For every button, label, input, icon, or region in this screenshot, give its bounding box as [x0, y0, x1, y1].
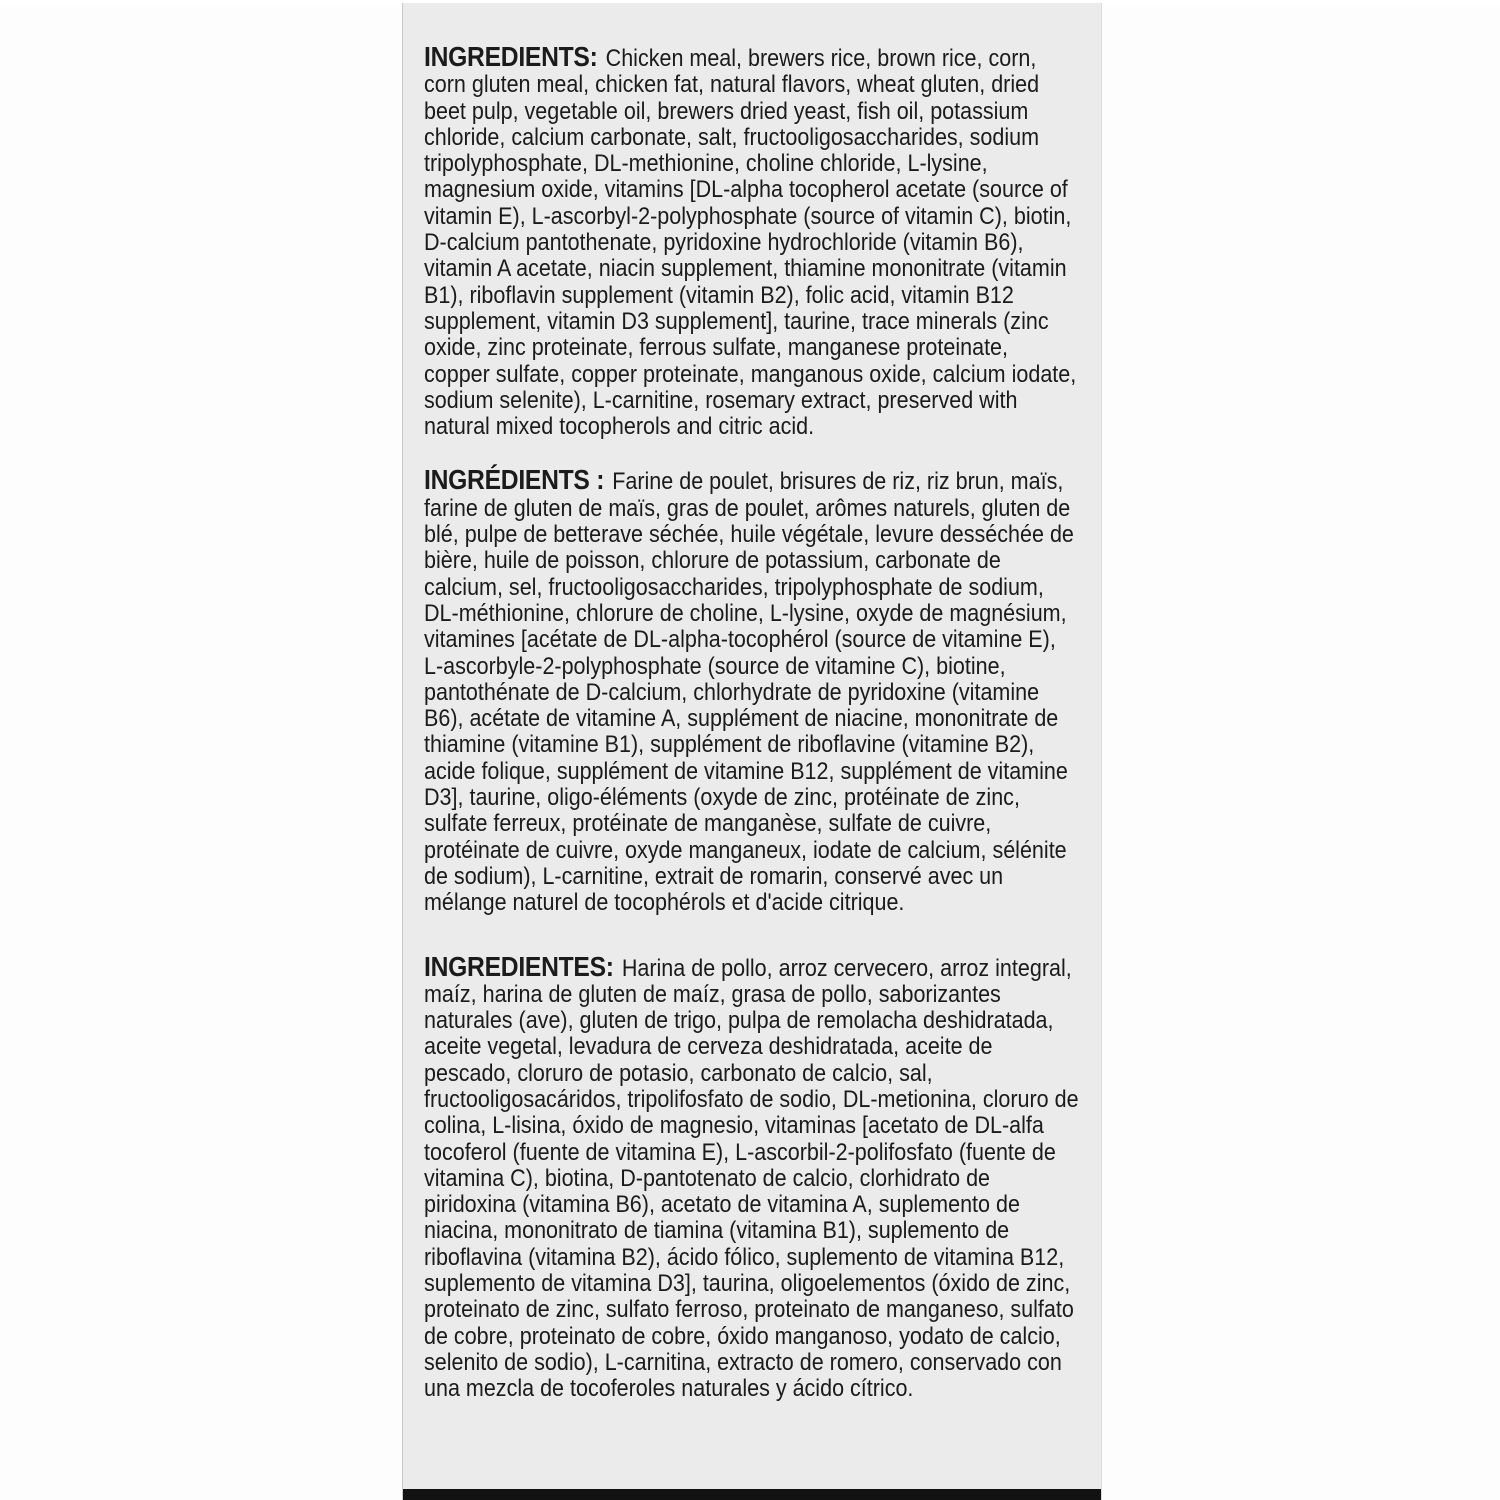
- ingredients-body-spanish: Harina de pollo, arroz cervecero, arroz integral, maíz, harina de gluten de maíz, grasa de pollo, saborizantes naturales (ave), gluten de trigo, pulpa de remolacha deshidratada, aceite vegetal, levadura de cerveza deshidratada, aceite de pescado, cloruro de potasio, carbonato de calcio, sal, fructooligosacáridos, tripolifosfato de sodio, DL-metionina, cloruro de colina, L-lisina, óxido de magnesio, vitaminas [acetato de DL-alfa tocoferol (fuente de vitamina E), L-ascorbil-2-polifosfato (fuente de vitamina C), biotina, D-pantotenato de calcio, clorhidrato de piridoxina (vitamina B6), acetato de vitamina A, suplemento de niacina, mononitrato de tiamina (vitamina B1), suplemento de riboflavina (vitamina B2), ácido fólico, suplemento de vitamina B12, suplemento de vitamina D3], taurina, oligoelementos (óxido de zinc, proteinato de zinc, sulfato ferroso, proteinato de manganeso, sulfato de cobre, proteinato de cobre, óxido manganoso, yodato de calcio, selenito de sodio), L-carnitina, extracto de romero, conservado con una mezcla de tocoferoles naturales y ácido cítrico.: [424, 954, 1079, 1403]
- ingredients-body-english: Chicken meal, brewers rice, brown rice, corn, corn gluten meal, chicken fat, natural flavors, wheat gluten, dried beet pulp, vegetable oil, brewers dried yeast, fish oil, potassium chloride, calcium carbonate, salt, fructooligosaccharides, sodium tripolyphosphate, DL-methionine, choline chloride, L-lysine, magnesium oxide, vitamins [DL-alpha tocopherol acetate (source of vitamin E), L-ascorbyl-2-polyphosphate (source of vitamin C), biotin, D-calcium pantothenate, pyridoxine hydrochloride (vitamin B6), vitamin A acetate, niacin supplement, thiamine mononitrate (vitamin B1), riboflavin supplement (vitamin B2), folic acid, vitamin B12 supplement, vitamin D3 supplement], taurine, trace minerals (zinc oxide, zinc proteinate, ferrous sulfate, manganese proteinate, copper sulfate, copper proteinate, manganous oxide, calcium iodate, sodium selenite), L-carnitine, rosemary extract, preserved with natural mixed tocopherols and citric acid.: [424, 45, 1077, 441]
- ingredients-heading-english: INGREDIENTS:: [424, 41, 598, 72]
- ingredient-text-column: [424, 20, 1079, 1427]
- ingredients-section-spanish: [424, 950, 1079, 1403]
- ingredients-section-french: [424, 464, 1079, 917]
- ingredients-body-french: Farine de poulet, brisures de riz, riz brun, maïs, farine de gluten de maïs, gras de poulet, arômes naturels, gluten de blé, pulpe de betterave séchée, huile végétale, levure desséchée de bière, huile de poisson, chlorure de potassium, carbonate de calcium, sel, fructooligosaccharides, tripolyphosphate de sodium, DL-méthionine, chlorure de choline, L-lysine, oxyde de magnésium, vitamines [acétate de DL-alpha-tocophérol (source de vitamine E), L-ascorbyle-2-polyphosphate (source de vitamine C), biotine, pantothénate de D-calcium, chlorhydrate de pyridoxine (vitamine B6), acétate de vitamine A, supplément de niacine, mononitrate de thiamine (vitamine B1), supplément de riboflavine (vitamine B2), acide folique, supplément de vitamine B12, supplément de vitamine D3], taurine, oligo-éléments (oxyde de zinc, protéinate de zinc, sulfate ferreux, protéinate de manganèse, sulfate de cuivre, protéinate de cuivre, oxyde manganeux, iodate de calcium, sélénite de sodium), L-carnitine, extrait de romarin, conservé avec un mélange naturel de tocophérols et d'acide citrique.: [424, 468, 1074, 917]
- ingredient-label-panel: [402, 3, 1102, 1500]
- panel-bottom-black-bar: [403, 1489, 1101, 1500]
- ingredients-heading-french: INGRÉDIENTS :: [424, 464, 605, 496]
- ingredients-heading-spanish: INGREDIENTES:: [424, 950, 614, 982]
- ingredients-section-english: [424, 41, 1079, 441]
